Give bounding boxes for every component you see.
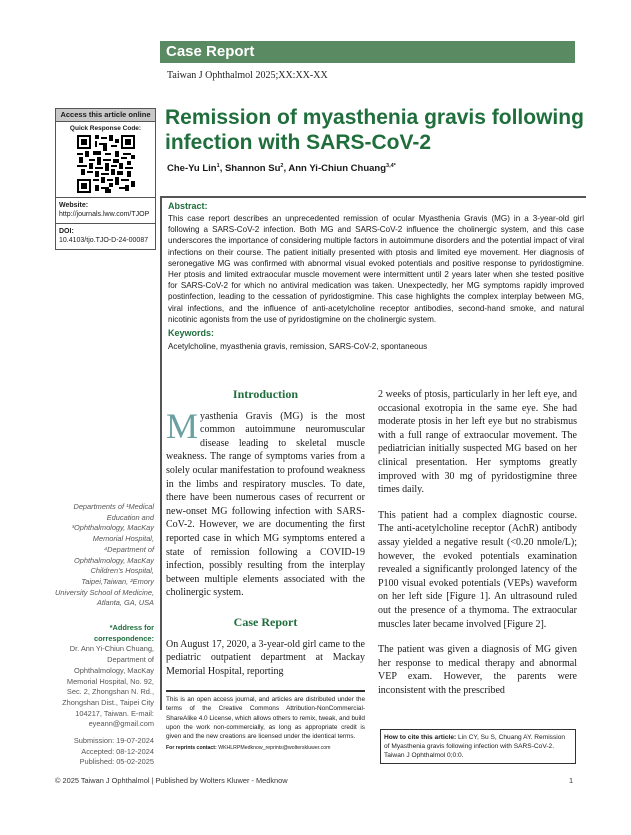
author-name: Shannon Su: [224, 163, 281, 175]
correspondence: [55, 623, 154, 730]
author-affiliation: 2: [280, 163, 284, 169]
abstract-text: This case report describes an unprecedented remission of ocular Myasthenia Gravis (MG) in a 3-year-old girl following a SARS-CoV-2 infection. Both MG and SARS-CoV-2 influence the cholinergic system, and this case underscores the importance of considering multiple factors in autoimmune disorders and the potential impact of viral infections on their course. The patient initially presented with ptosis and limited eye movement. Her diagnosis of seronegative MG was confirmed with abnormal visual evoked potentials and positive response to pyridostigmine. Her ptosis and limited extraocular muscle movement were intermittent until 2 years later when she tested positive for SARS-CoV-2 for which no antiviral medication was taken. Unexpectedly, her MG symptoms rapidly improved postinfection, leading to the cessation of pyridostigmine. This case highlights the complex interplay between MG, viral infections, and the influence of anti-acetylcholine receptor antibodies, second-hand smoke, and natural nicotinic agonists from the use of pyridostigmine on the cholinergic system.: [168, 214, 584, 324]
cite-text: Lin CY, Su S, Chuang AY. Remission of Myasthenia gravis following infection with SARS-CoV-2. Taiwan J Ophthalmol 0;0:0.: [384, 734, 566, 759]
body-paragraph: 2 weeks of ptosis, particularly in her left eye, and occasional exotropia in the same eye. She had moderate ptosis in her left eye but no strabismus with a full range of extraocular movement. The pediatrician initially suspected MG based on her clinical presentation. Her symptoms greatly improved with 30 mg of pyridostigmine three times daily.: [378, 389, 577, 496]
case-report-paragraph: On August 17, 2020, a 3-year-old girl came to the pediatric outpatient department at Mackay Memorial Hospital, reporting: [166, 638, 365, 677]
page-number: 1: [569, 776, 574, 785]
cite-label: How to cite this article:: [384, 734, 457, 741]
reprints-contact: [166, 744, 365, 753]
introduction-text: yasthenia Gravis (MG) is the most common autoimmune neuromuscular disease leading to skeletal muscle weakness. The range of symptoms varies from a solely ocular manifestation to profound weakness in the limbs and respiratory muscles. To date, there have been numerous cases of recurrent or new-onset MG following infection with SARS-CoV-2. However, we are documenting the first reported case in which MG symptoms entered a state of remission following a COVID-19 infection, possibly resulting from the interplay between multiple elements associated with the cholinergic system.: [166, 410, 365, 599]
author-affiliation: 3,4*: [386, 163, 396, 169]
access-online-box: [55, 108, 156, 250]
license-text: This is an open access journal, and articles are distributed under the terms of the Creative Commons Attribution-NonCommercial-ShareAlike 4.0 License, which allows others to remix, tweak, and build upon the work non-commercially, as long as appropriate credit is given and the new creations are licensed under the identical terms.: [166, 696, 365, 741]
author-affiliation: 1: [216, 163, 220, 169]
reprints-label: For reprints contact:: [166, 745, 217, 752]
keywords-heading: Keywords:: [168, 328, 215, 339]
introduction-heading: Introduction: [232, 387, 299, 401]
abstract-box: [160, 196, 586, 371]
abstract-heading: Abstract:: [168, 201, 208, 211]
author-name: Ann Yi-Chiun Chuang: [288, 163, 387, 175]
introduction-paragraph: [166, 405, 365, 600]
body-paragraph: The patient was given a diagnosis of MG given her response to medical therapy and abnormal VEP exam. However, the parents were inconsistent with the prescribed: [378, 644, 577, 696]
qr-label: Quick Response Code:: [69, 125, 142, 132]
column-divider: [160, 370, 162, 710]
website-link[interactable]: http://journals.lww.com/TJOP: [59, 211, 150, 219]
author-list: Che-Yu Lin$^1$, Shannon Su$^2$, Ann Yi-Chiun Chuang$^{3,4*}$: [167, 163, 396, 175]
banner-label: Case Report: [166, 43, 255, 60]
correspondence-text: Dr. Ann Yi-Chiun Chuang, Department of Ophthalmology, MacKay Memorial Hospital, No. 92, Sec. 2, Zhongshan N. Rd., Zhongshan Dist., Taipei City 104217, Taiwan. E-mail: eyeann@gmail.com: [62, 644, 154, 729]
body-column-right: [378, 388, 577, 709]
drop-cap: M: [166, 405, 199, 446]
keywords-text: Acetylcholine, myasthenia gravis, remission, SARS-CoV-2, spontaneous: [168, 342, 428, 352]
article-dates: [55, 736, 154, 768]
correspondence-heading: *Address for correspondence:: [94, 623, 154, 643]
author-name: Che-Yu Lin: [167, 163, 217, 175]
body-paragraph: This patient had a complex diagnostic course. The anti-acetylcholine receptor (AchR) antibody assay yielded a negative result (<0.20 nmole/L); however, the evoked potentials examination revealed a significantly prolonged latency of the P100 visual evoked potentials (VEPs) waveform on her left side [Figure 1]. An ultrasound ruled out the presence of a thymoma. The extraocular muscles later became involved [Figure 2].: [378, 509, 577, 630]
published-date: Published: 05-02-2025: [79, 757, 154, 767]
journal-citation: Taiwan J Ophthalmol 2025;XX:XX-XX: [167, 70, 328, 81]
doi-link[interactable]: 10.4103/tjo.TJO-D-24-00087: [59, 237, 149, 245]
reprints-email[interactable]: WKHLRPMedknow_reprints@wolterskluwer.com: [218, 745, 331, 752]
article-title: Remission of myasthenia gravis following infection with SARS-CoV-2: [165, 106, 584, 154]
accepted-date: Accepted: 08-12-2024: [81, 746, 154, 756]
affiliations: Departments of ¹Medical Education and ³Ophthalmology, MacKay Memorial Hospital, ⁴Department of Ophthalmology, MacKay Children's Hospital, Taipei,Taiwan, ²Emory University School of Medicine, Atlanta, GA, USA: [55, 502, 154, 608]
access-title: Access this article online: [56, 109, 155, 122]
submission-date: Submission: 19-07-2024: [73, 736, 154, 745]
how-to-cite-box: [380, 729, 576, 764]
case-report-heading: Case Report: [233, 614, 298, 629]
doi-label: DOI:: [59, 227, 74, 235]
qr-code-icon[interactable]: [77, 135, 135, 193]
section-banner: [160, 41, 575, 63]
license-notice: [166, 690, 365, 754]
body-column-left: [166, 388, 365, 690]
page-footer: © 2025 Taiwan J Ophthalmol | Published by Wolters Kluwer - Medknow: [55, 776, 288, 785]
website-label: Website:: [59, 202, 89, 209]
